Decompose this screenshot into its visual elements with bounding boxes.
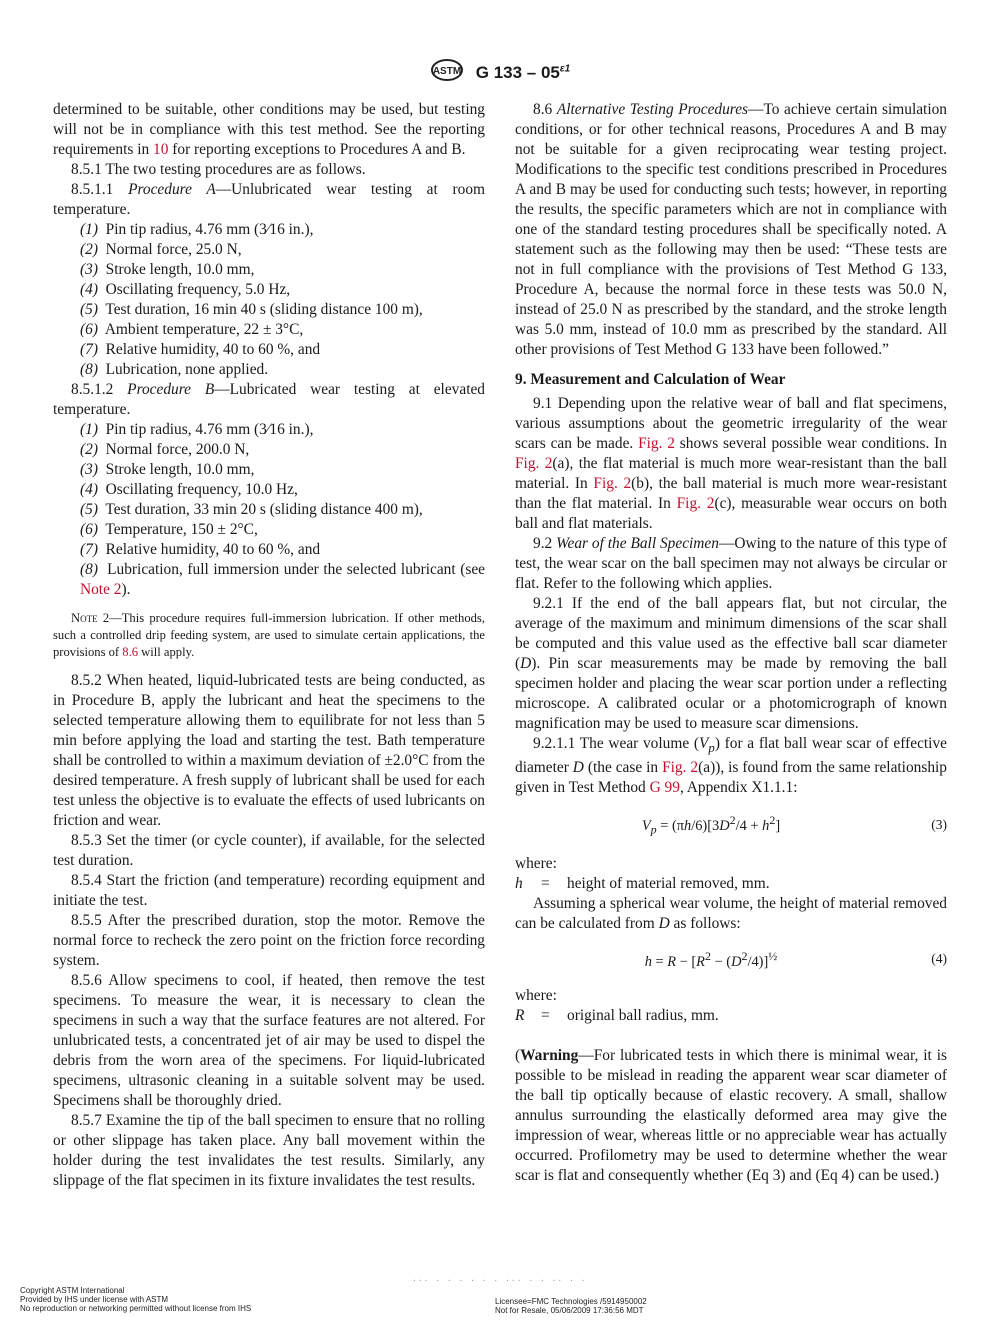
fig-2-link[interactable]: Fig. 2 <box>638 435 675 452</box>
list-item: (8) Lubrication, full immersion under the selected lubricant (see Note 2). <box>80 561 485 598</box>
paragraph-8-5-7: 8.5.7 Examine the tip of the ball specimen to ensure that no rolling or other slippage has taken place. Any ball movement within the holder during the test invalidates the test results. Similarly, any slippage of the flat specimen in its fixture invalidates the test results. <box>53 1112 485 1189</box>
list-item: (2) Normal force, 25.0 N, <box>80 241 242 258</box>
where-label: where: <box>515 986 557 1004</box>
fig-2-link[interactable]: Fig. 2 <box>662 759 699 777</box>
paragraph-9-2: 9.2 Wear of the Ball Specimen—Owing to the nature of this type of test, the wear scar on the ball specimen may not always be circular or flat. Refer to the following which applies. <box>515 535 947 592</box>
list-item: (4) Oscillating frequency, 5.0 Hz, <box>80 281 291 298</box>
warning-paragraph: (Warning—For lubricated tests in which there is minimal wear, it is possible to be mislead in reading the apparent wear scar diameter of the ball tip optically because of elastic recovery. A small, shallow annulus surrounding the elastically deformed area may give the impression of wear, whereas little or no appreciable wear has actually occurred. Profilometry may be used to determine whether the wear scar is flat and consequently whether (Eq 3) and (Eq 4) can be used.) <box>515 1046 947 1184</box>
list-item: (2) Normal force, 200.0 N, <box>80 441 250 458</box>
paragraph-8-5-2: 8.5.2 When heated, liquid-lubricated tests are being conducted, as in Procedure B, apply the lubricant and heat the specimens to the selected temperature allowing them to equilibrate for not less than 5 min before applying the load and starting the test. Bath temperature shall be controlled to within a maximum deviation of ±2.0°C from the desired temperature. A fresh supply of lubricant shall be used for each test unless the objective is to evaluate the effects of used lubricants on friction and wear. <box>53 672 485 829</box>
fig-2-link[interactable]: Fig. 2 <box>593 475 632 492</box>
scan-dots: ··· · · · · · · ··· · · ·· · · <box>412 1276 587 1285</box>
page-header <box>0 58 1000 87</box>
paragraph-9-1: 9.1 Depending upon the relative wear of ball and flat specimens, various assumptions about the geometric irregularity of the wear scars can be made. Fig. 2 shows several possible wear conditions. In Fig. 2(a), the flat material is much more wear-resistant than the ball material. In Fig. 2(b), the ball material is much more wear-resistant than the flat material. In Fig. 2(c), measurable wear occurs on both ball and flat materials. <box>515 395 948 532</box>
paragraph-assuming: Assuming a spherical wear volume, the height of material removed can be calculated from D as follows: <box>515 894 947 932</box>
svg-text:ASTM: ASTM <box>432 66 461 77</box>
list-item: (1) Pin tip radius, 4.76 mm (3⁄16 in.), <box>80 421 314 438</box>
list-item: (7) Relative humidity, 40 to 60 %, and <box>80 541 321 558</box>
fig-2-link[interactable]: Fig. 2 <box>676 495 715 512</box>
list-item: (5) Test duration, 33 min 20 s (sliding distance 400 m), <box>80 501 423 518</box>
section-10-link[interactable]: 10 <box>153 141 169 158</box>
list-item: (6) Ambient temperature, 22 ± 3°C, <box>80 321 304 338</box>
footer-right: Licensee=FMC Technologies /5914950002 Not for Resale, 05/06/2009 17:36:56 MDT <box>495 1297 647 1315</box>
footer-left: Copyright ASTM International Provided by IHS under license with ASTM No reproduction or networking permitted without license from IHS <box>20 1286 252 1313</box>
equation-4-number: (4) <box>931 950 947 966</box>
list-item: (3) Stroke length, 10.0 mm, <box>80 261 255 278</box>
paragraph-8-5-5: 8.5.5 After the prescribed duration, stop the motor. Remove the normal force to recheck the zero point on the friction force recording system. <box>53 912 485 969</box>
list-item: (6) Temperature, 150 ± 2°C, <box>80 521 258 538</box>
equation-4-expression: $h = R - [R^2 - (D^2/4)]^{\frac{1}{2}}$ <box>644 948 778 970</box>
paragraph-9-2-1-1: 9.2.1.1 The wear volume $(V_p)$ for a flat ball wear scar of effective diameter D (the case in Fig. 2(a)), is found from the same relationship given in Test Method G 99, Appendix X1.1.1: <box>515 735 948 797</box>
paragraph-9-2-1: 9.2.1 If the end of the ball appears flat, but not circular, the average of the maximum and minimum dimensions of the scar shall be computed and this value used as the effective ball scar diameter (D). Pin scar measurements may be made by removing the ball specimen holder and placing the wear scar portion under a reflecting microscope. A calibrated ocular or a photomicrograph of known magnification may be used to measure scar dimensions. <box>515 595 947 732</box>
paragraph-continuation: determined to be suitable, other conditions may be used, but testing will not be in compliance with this test method. See the reporting requirements in 10 for reporting exceptions to Procedures A and B. <box>53 101 485 158</box>
paragraph-8-5-6: 8.5.6 Allow specimens to cool, if heated, then remove the test specimens. To measure the wear, it is necessary to clean the specimens in such a way that the surface features are not altered. For unlubricated tests, a concentrated jet of air may be used to dispel the debris from the worn area of the specimens. For liquid-lubricated specimens, ultrasonic cleaning in a suitable solvent may be used. Specimens shall be thoroughly dried. <box>53 972 485 1109</box>
paragraph-procedure-a: 8.5.1.1 Procedure A—Unlubricated wear testing at room temperature. <box>53 181 485 218</box>
where-label: where: <box>515 854 557 872</box>
procedure-a-list <box>53 220 485 380</box>
designation-title: G $133 - 05^{\varepsilon 1}$ <box>475 62 571 82</box>
definition-r: R = original ball radius, mm. <box>515 1006 719 1024</box>
section-heading-9: 9. Measurement and Calculation of Wear <box>515 371 786 388</box>
paragraph-8-6: 8.6 Alternative Testing Procedures—To achieve certain simulation conditions, or for other technical reasons, Procedures A and B may not be suitable for a given reciprocating wear testing project. Modifications to the specific test conditions prescribed in Procedures A and B may be used for conducting such tests; however, in reporting the results, the specific parameters which are not in compliance with one of the standard testing procedures shall be specifically noted. A statement such as the following may then be used: “These tests are not in full compliance with the provisions of Test Method G 133, Procedure A, because the normal force in these tests was 50.0 N, instead of 25.0 N as prescribed by the standard, and the stroke length was 5.0 mm, instead of 10.0 mm as prescribed by the standard. All other provisions of Test Method G 133 have been followed.” <box>515 101 947 358</box>
paragraph-8-5-4: 8.5.4 Start the friction (and temperature) recording equipment and initiate the test. <box>53 872 485 909</box>
g99-link[interactable]: G 99 <box>649 779 680 797</box>
definition-h: h = height of material removed, mm. <box>515 874 770 892</box>
list-item: (1) Pin tip radius, 4.76 mm (3⁄16 in.), <box>80 221 314 238</box>
equation-3-number: (3) <box>931 816 947 832</box>
list-item: (8) Lubrication, none applied. <box>80 361 269 378</box>
list-item: (3) Stroke length, 10.0 mm, <box>80 461 255 478</box>
list-item: (4) Oscillating frequency, 10.0 Hz, <box>80 481 298 498</box>
equation-3 <box>515 810 947 840</box>
equation-4 <box>515 946 947 972</box>
list-item: (7) Relative humidity, 40 to 60 %, and <box>80 341 321 358</box>
astm-logo-icon <box>430 58 464 87</box>
note-2: Note 2—This procedure requires full-immersion lubrication. If other methods, such a controlled drip feeding system, are used to simulate certain applications, the provisions of 8.6 will apply. <box>53 611 485 659</box>
equation-3-expression: $V_p = (\pi h/6)[3D^2/4 + h^2]$ <box>641 813 781 837</box>
note-2-link[interactable]: Note 2 <box>80 581 122 598</box>
paragraph-8-5-1: 8.5.1 The two testing procedures are as follows. <box>71 161 366 178</box>
procedure-b-list <box>53 420 485 560</box>
right-column <box>515 100 947 1186</box>
list-item: (5) Test duration, 16 min 40 s (sliding distance 100 m), <box>80 301 423 318</box>
left-column <box>53 100 485 1191</box>
section-8-6-link[interactable]: 8.6 <box>122 645 139 659</box>
fig-2-link[interactable]: Fig. 2 <box>515 455 553 472</box>
paragraph-procedure-b: 8.5.1.2 Procedure B—Lubricated wear testing at elevated temperature. <box>53 381 485 418</box>
paragraph-8-5-3: 8.5.3 Set the timer (or cycle counter), if available, for the selected test duration. <box>53 832 485 869</box>
